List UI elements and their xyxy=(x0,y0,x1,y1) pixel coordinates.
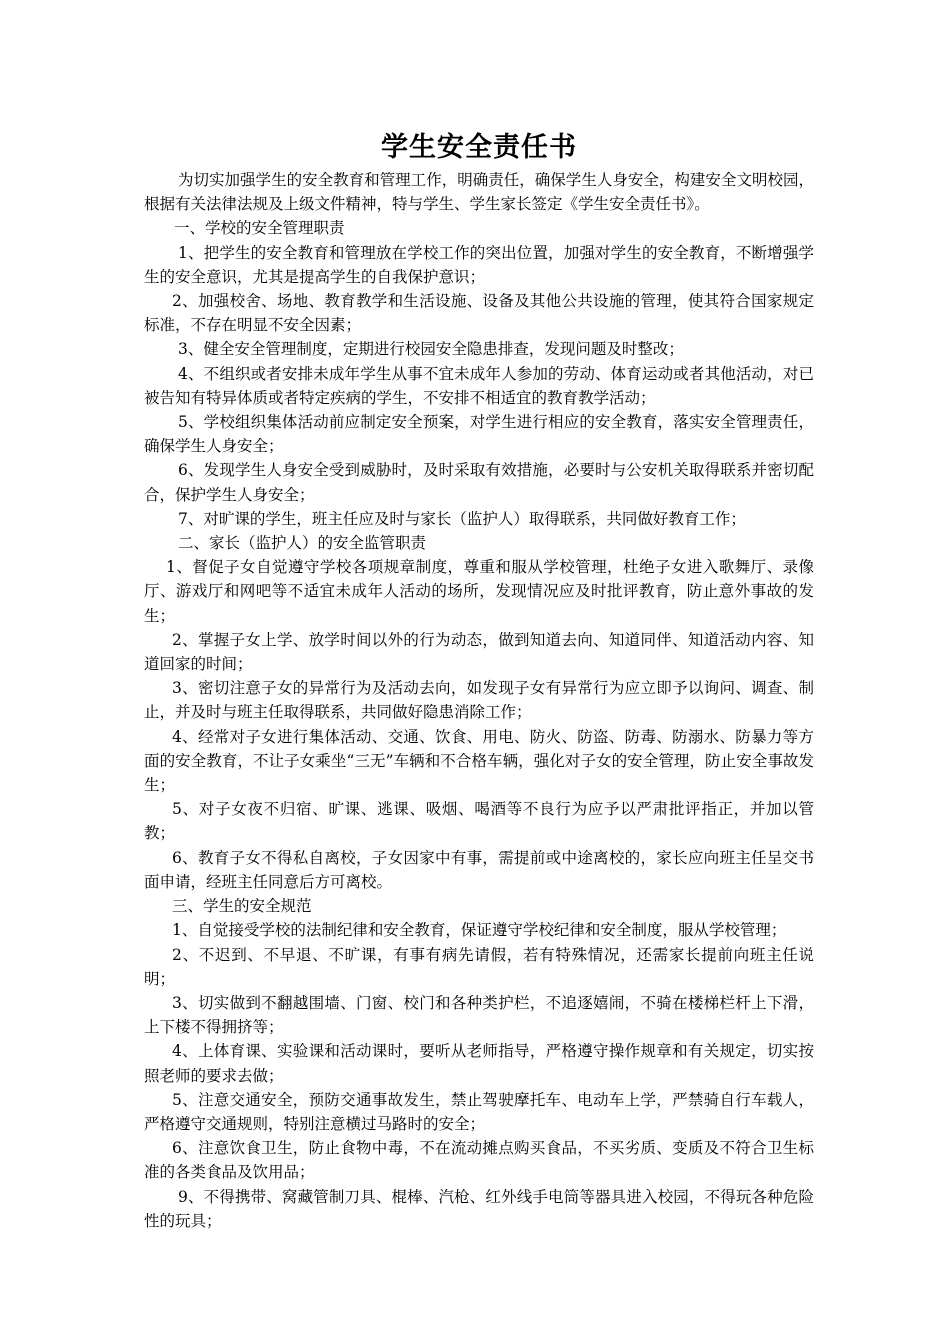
paragraph: 二、家长（监护人）的安全监管职责 xyxy=(178,534,427,553)
paragraph: 4、上体育课、实验课和活动课时，要听从老师指导，严格遵守操作规章和有关规定，切实按照老师的要求去做； xyxy=(144,1042,814,1085)
paragraph: 6、教育子女不得私自离校，子女因家中有事，需提前或中途离校的，家长应向班主任呈交书面申请，经班主任同意后方可离校。 xyxy=(144,848,814,891)
paragraph: 3、密切注意子女的异常行为及活动去向，如发现子女有异常行为应立即予以询问、调查、制止，并及时与班主任取得联系，共同做好隐患消除工作； xyxy=(144,679,814,722)
paragraph: 一、学校的安全管理职责 xyxy=(174,219,345,238)
paragraph: 4、经常对子女进行集体活动、交通、饮食、用电、防火、防盗、防毒、防溺水、防暴力等方面的安全教育，不让子女乘坐“三无”车辆和不合格车辆，强化对子女的安全管理，防止安全事故发生； xyxy=(144,727,814,795)
paragraph: 6、发现学生人身安全受到威胁时，及时采取有效措施，必要时与公安机关取得联系并密切配合，保护学生人身安全； xyxy=(144,461,814,504)
paragraph: 3、切实做到不翻越围墙、门窗、校门和各种类护栏，不追逐嬉闹，不骑在楼梯栏杆上下滑，上下楼不得拥挤等； xyxy=(144,993,814,1037)
paragraph: 5、对子女夜不归宿、旷课、逃课、吸烟、喝酒等不良行为应予以严肃批评指正，并加以管教； xyxy=(144,800,814,843)
document-body xyxy=(144,168,814,1233)
paragraph: 1、把学生的安全教育和管理放在学校工作的突出位置，加强对学生的安全教育，不断增强学生的安全意识，尤其是提高学生的自我保护意识； xyxy=(144,243,814,286)
paragraph: 三、学生的安全规范 xyxy=(172,897,312,916)
paragraph: 2、加强校舍、场地、教育教学和生活设施、设备及其他公共设施的管理，使其符合国家规定标准，不存在明显不安全因素； xyxy=(144,292,814,335)
paragraph: 2、不迟到、不早退、不旷课，有事有病先请假，若有特殊情况，还需家长提前向班主任说明； xyxy=(144,945,814,988)
document-title: 学生安全责任书 xyxy=(381,132,577,163)
paragraph: 为切实加强学生的安全教育和管理工作，明确责任，确保学生人身安全，构建安全文明校园，根据有关法律法规及上级文件精神，特与学生、学生家长签定《学生安全责任书》。 xyxy=(144,171,814,214)
paragraph: 9、不得携带、窝藏管制刀具、棍棒、汽枪、红外线手电筒等器具进入校园，不得玩各种危险性的玩具； xyxy=(144,1187,814,1230)
document-page xyxy=(144,128,814,1233)
paragraph: 4、不组织或者安排未成年学生从事不宜未成年人参加的劳动、体育运动或者其他活动，对已被告知有特异体质或者特定疾病的学生，不安排不相适宜的教育教学活动； xyxy=(144,364,814,407)
paragraph: 2、掌握子女上学、放学时间以外的行为动态，做到知道去向、知道同伴、知道活动内容、知道回家的时间； xyxy=(144,630,814,674)
paragraph: 1、督促子女自觉遵守学校各项规章制度，尊重和服从学校管理，杜绝子女进入歌舞厅、录像厅、游戏厅和网吧等不适宜未成年人活动的场所，发现情况应及时批评教育，防止意外事故的发生； xyxy=(144,558,814,625)
paragraph: 5、学校组织集体活动前应制定安全预案，对学生进行相应的安全教育，落实安全管理责任，确保学生人身安全； xyxy=(144,413,814,456)
paragraph: 1、自觉接受学校的法制纪律和安全教育，保证遵守学校纪律和安全制度，服从学校管理； xyxy=(172,921,787,940)
paragraph: 5、注意交通安全，预防交通事故发生，禁止驾驶摩托车、电动车上学，严禁骑自行车载人，严格遵守交通规则，特别注意横过马路时的安全； xyxy=(144,1090,814,1133)
paragraph: 6、注意饮食卫生，防止食物中毒，不在流动摊点购买食品，不买劣质、变质及不符合卫生标准的各类食品及饮用品； xyxy=(144,1139,814,1182)
paragraph: 3、健全安全管理制度，定期进行校园安全隐患排查，发现问题及时整改； xyxy=(178,340,684,359)
paragraph: 7、对旷课的学生，班主任应及时与家长（监护人）取得联系，共同做好教育工作； xyxy=(178,509,746,528)
